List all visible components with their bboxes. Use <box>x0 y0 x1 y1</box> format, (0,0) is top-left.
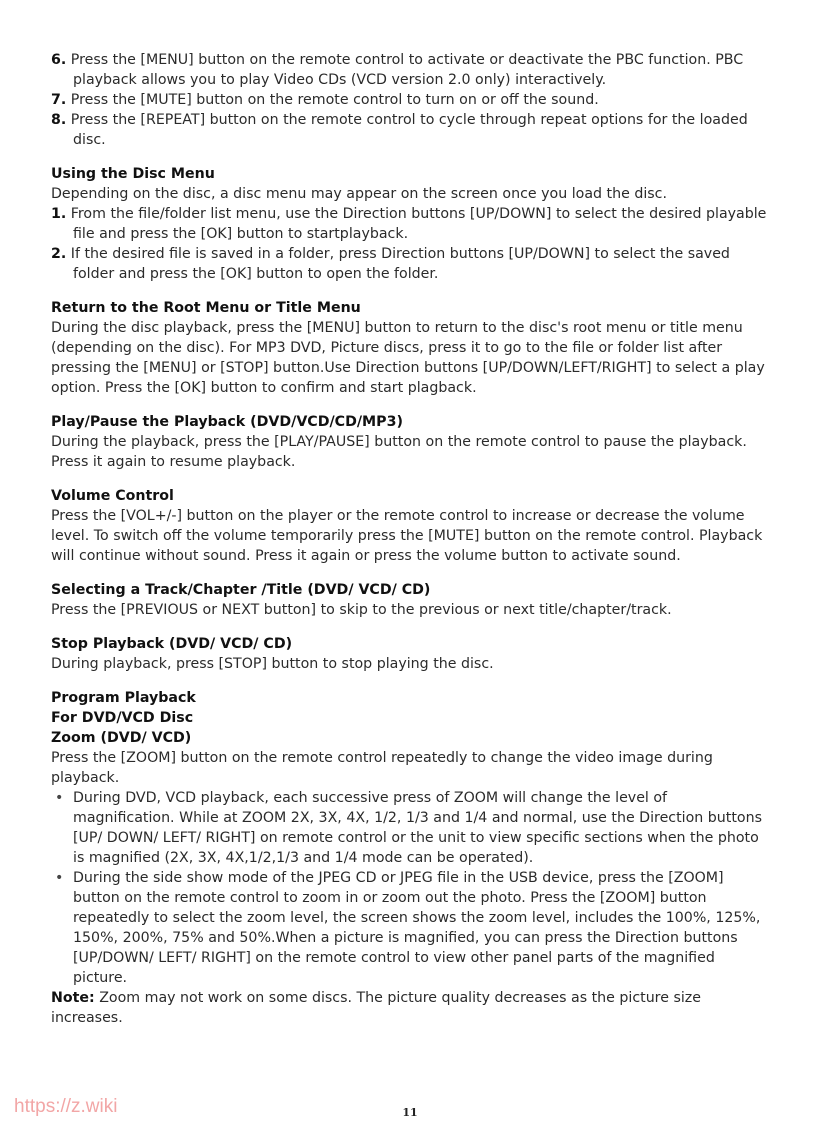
section-body: During playback, press [STOP] button to stop playing the disc. <box>51 656 494 672</box>
section-heading: Using the Disc Menu <box>51 166 215 182</box>
note-label: Note: <box>51 990 95 1006</box>
numbered-item-7 <box>51 90 771 110</box>
section-body: Press the [VOL+/-] button on the player or the remote control to increase or decrease the volume level. To switch off the volume temporarily press the [MUTE] button on the remote control. Playback will continue without sound. Press it again or press the volume button to activate sound. <box>51 508 763 564</box>
section-heading: Program Playback <box>51 690 196 706</box>
item-number: 6. <box>51 52 67 68</box>
section-root-menu <box>51 298 771 398</box>
section-heading: Play/Pause the Playback (DVD/VCD/CD/MP3) <box>51 414 403 430</box>
item-number: 1. <box>51 206 67 222</box>
section-stop <box>51 634 771 674</box>
section-volume <box>51 486 771 566</box>
section-play-pause <box>51 412 771 472</box>
item-text: If the desired file is saved in a folder, press Direction buttons [UP/DOWN] to select the saved folder and press the [OK] button to open the folder. <box>70 246 730 282</box>
item-number: 2. <box>51 246 67 262</box>
bullet-item: • During the side show mode of the JPEG CD or JPEG file in the USB device, press the [ZOOM] button on the remote control to zoom in or zoom out the photo. Press the [ZOOM] button repeatedly to select the zoom level, the screen shows the zoom level, includes the 100%, 125%, 150%, 200%, 75% and 50%.When a picture is magnified, you can press the Direction buttons [UP/DOWN/ LEFT/ RIGHT] on the remote control to view other panel parts of the magnified picture. <box>51 868 771 988</box>
bullet-item: • During DVD, VCD playback, each successive press of ZOOM will change the level of magnification. While at ZOOM 2X, 3X, 4X, 1/2, 1/3 and 1/4 and normal, use the Direction buttons [UP/ DOWN/ LEFT/ RIGHT] on remote control or the unit to view specific sections when the photo is magnified (2X, 3X, 4X,1/2,1/3 and 1/4 mode can be operated). <box>51 788 771 868</box>
item-text: Press the [MUTE] button on the remote control to turn on or off the sound. <box>70 92 599 108</box>
note-text: Zoom may not work on some discs. The picture quality decreases as the picture size increases. <box>51 990 701 1026</box>
item-text: Press the [REPEAT] button on the remote control to cycle through repeat options for the loaded disc. <box>70 112 748 148</box>
section-subheading: For DVD/VCD Disc <box>51 710 194 726</box>
section-body: Press the [PREVIOUS or NEXT button] to skip to the previous or next title/chapter/track. <box>51 602 672 618</box>
watermark-link[interactable]: https://z.wiki <box>14 1096 118 1117</box>
item-text: Press the [MENU] button on the remote control to activate or deactivate the PBC function. PBC playback allows you to play Video CDs (VCD version 2.0 only) interactively. <box>70 52 744 88</box>
section-heading: Selecting a Track/Chapter /Title (DVD/ VCD/ CD) <box>51 582 431 598</box>
section-body: During the playback, press the [PLAY/PAUSE] button on the remote control to pause the playback. Press it again to resume playback. <box>51 434 747 470</box>
section-body: Press the [ZOOM] button on the remote control repeatedly to change the video image during playback. <box>51 750 713 786</box>
section-heading: Volume Control <box>51 488 174 504</box>
bullet-list <box>51 788 771 988</box>
numbered-item-2 <box>51 244 771 284</box>
numbered-item-8 <box>51 110 771 150</box>
section-intro: Depending on the disc, a disc menu may appear on the screen once you load the disc. <box>51 186 667 202</box>
item-text: From the file/folder list menu, use the Direction buttons [UP/DOWN] to select the desired playable file and press the [OK] button to startplayback. <box>70 206 767 242</box>
numbered-item-6 <box>51 50 771 90</box>
section-program <box>51 688 771 1028</box>
numbered-item-1 <box>51 204 771 244</box>
section-disc-menu <box>51 164 771 284</box>
section-body: During the disc playback, press the [MENU] button to return to the disc's root menu or title menu (depending on the disc). For MP3 DVD, Picture discs, press it to go to the file or folder list after pressing the [MENU] or [STOP] button.Use Direction buttons [UP/DOWN/LEFT/RIGHT] to select a play option. Press the [OK] button to confirm and start plagback. <box>51 320 765 396</box>
item-number: 7. <box>51 92 67 108</box>
section-heading: Return to the Root Menu or Title Menu <box>51 300 361 316</box>
item-number: 8. <box>51 112 67 128</box>
manual-page <box>51 50 771 1028</box>
note <box>51 988 771 1028</box>
section-track <box>51 580 771 620</box>
page-number: 11 <box>402 1106 418 1119</box>
section-subheading: Zoom (DVD/ VCD) <box>51 730 192 746</box>
section-heading: Stop Playback (DVD/ VCD/ CD) <box>51 636 293 652</box>
